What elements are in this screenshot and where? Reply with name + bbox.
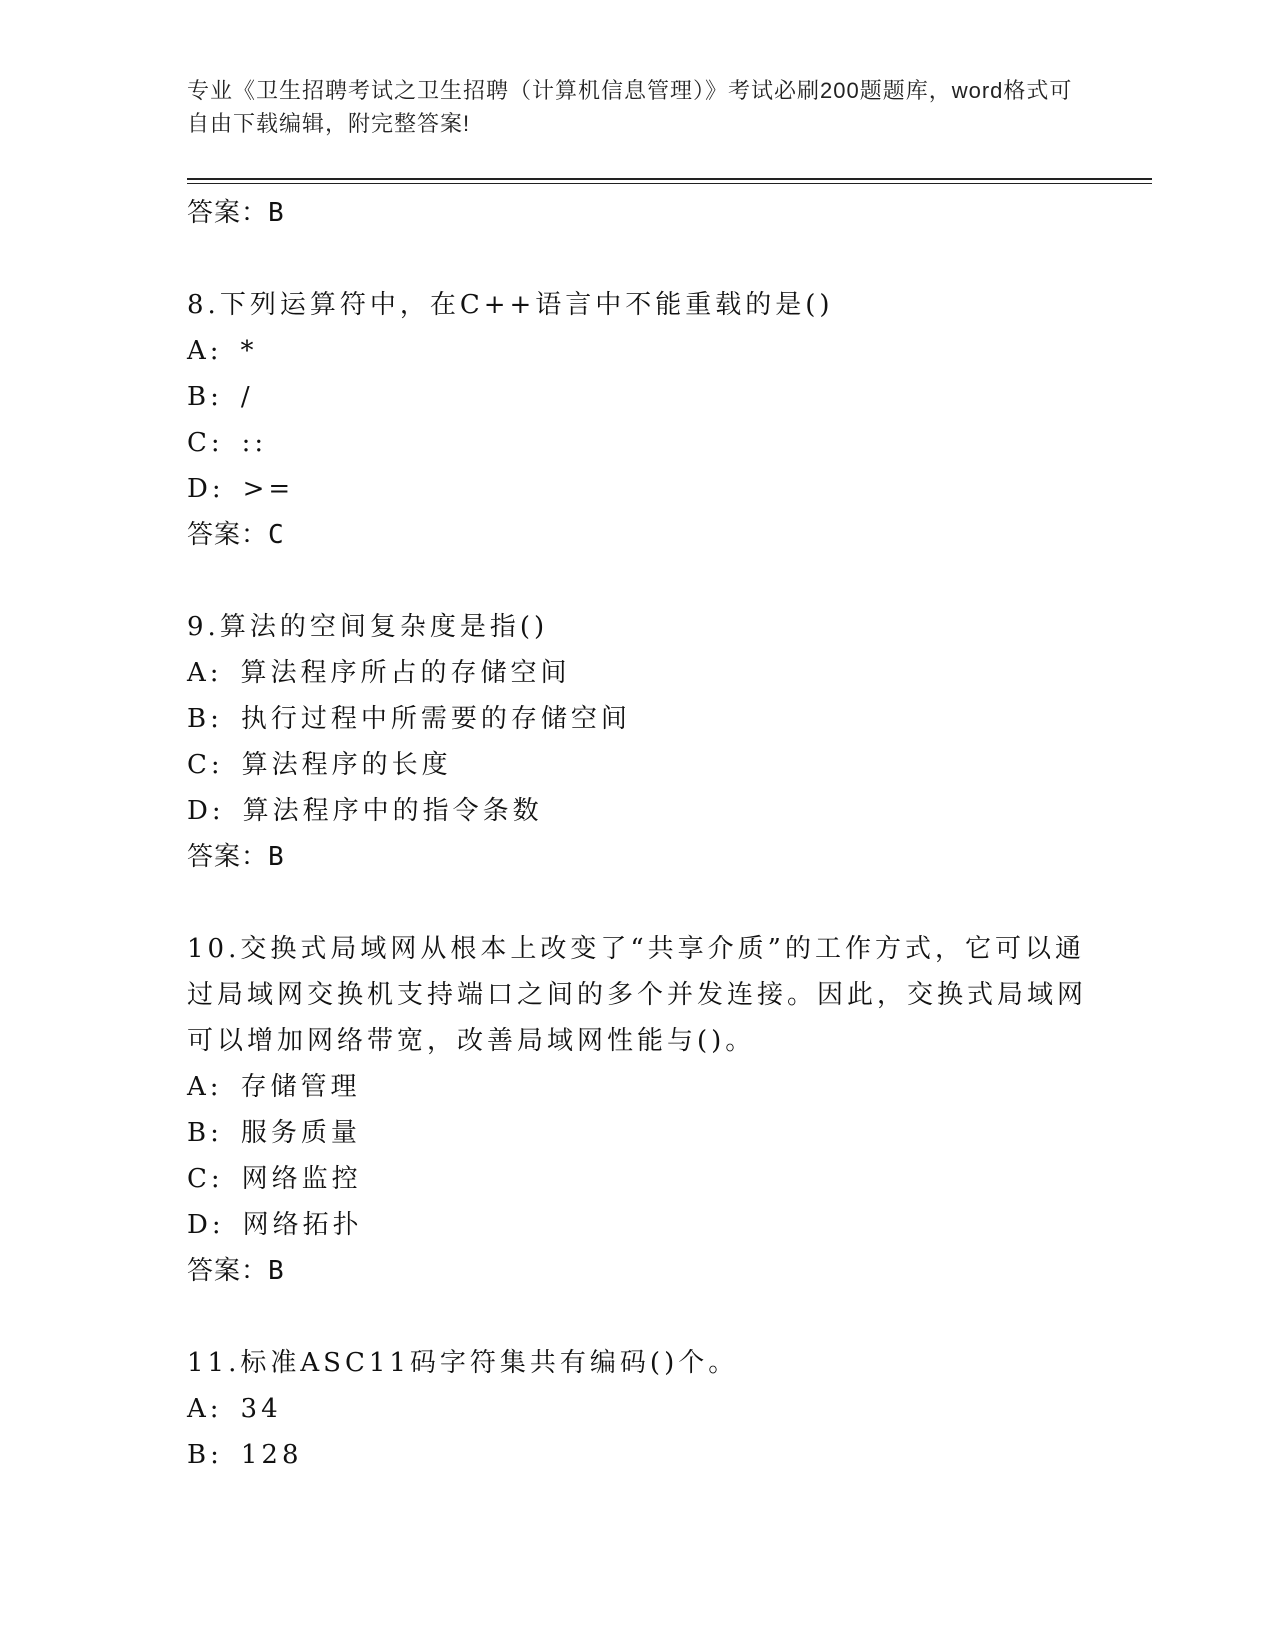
option-b: B: / [187,382,254,412]
option-a: A: 存储管理 [187,1072,361,1102]
answer-line: 答案：B [187,1256,285,1286]
option-a: A: 算法程序所占的存储空间 [187,658,571,688]
question-10: 10.交换式局域网从根本上改变了“共享介质”的工作方式，它可以通过局域网交换机支持端口之间的多个并发连接。因此，交换式局域网可以增加网络带宽，改善局域网性能与()。 [187,934,1088,1056]
question-8: 8.下列运算符中，在C++语言中不能重载的是() [187,290,834,320]
answer-line: 答案：B [187,842,285,872]
option-b: B: 128 [187,1440,303,1470]
spacer [187,558,1087,604]
option-c: C: 算法程序的长度 [187,750,452,780]
question-list [187,190,1087,1478]
header-divider [187,178,1152,180]
option-a: A: * [187,336,258,366]
option-a: A: 34 [187,1394,282,1424]
option-d: D: 网络拓扑 [187,1210,363,1240]
option-d: D: 算法程序中的指令条数 [187,796,543,826]
document-header: 专业《卫生招聘考试之卫生招聘（计算机信息管理）》考试必刷200题题库，word格式可自由下载编辑，附完整答案! [187,78,1073,136]
question-11: 11.标准ASC11码字符集共有编码()个。 [187,1348,739,1378]
spacer [187,236,1087,282]
answer-line: 答案：B [187,198,285,228]
answer-line: 答案：C [187,520,285,550]
option-c: C: :: [187,428,268,458]
header-divider-thin [187,183,1152,184]
option-b: B: 执行过程中所需要的存储空间 [187,704,631,734]
spacer [187,1294,1087,1340]
spacer [187,880,1087,926]
option-d: D: >= [187,474,295,504]
option-b: B: 服务质量 [187,1118,361,1148]
option-c: C: 网络监控 [187,1164,362,1194]
question-9: 9.算法的空间复杂度是指() [187,612,549,642]
